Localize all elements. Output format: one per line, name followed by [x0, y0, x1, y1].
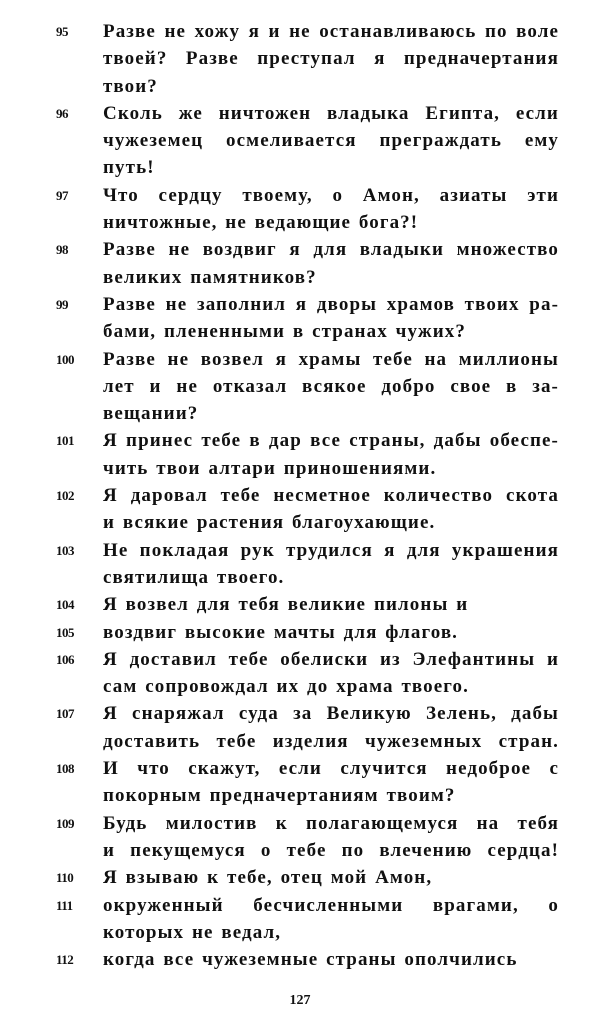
verse-line: Разве не воздвиг я для владыки множество	[103, 239, 559, 261]
verse-line: Что сердцу твоему, о Амон, азиаты эти	[103, 184, 559, 206]
verse	[0, 482, 600, 537]
verse-line: Сколь же ничтожен владыка Египта, если	[103, 102, 559, 124]
verse-line: чужеземец осмеливается преграждать ему	[103, 130, 559, 152]
verse-line: когда все чужеземные страны ополчились	[103, 949, 518, 971]
verse-line: и всякие растения благоухающие.	[103, 512, 436, 534]
verse-number: 102	[56, 488, 74, 504]
verse	[0, 182, 600, 237]
verse-line: великих памятников?	[103, 266, 317, 288]
verse-line: воздвиг высокие мачты для флагов.	[103, 621, 459, 643]
verse-line: вещании?	[103, 403, 199, 425]
verse-number: 110	[56, 870, 74, 886]
verse	[0, 427, 600, 482]
verse-number: 103	[56, 542, 74, 558]
verse-line: Я снаряжал суда за Великую Зелень, дабы	[103, 703, 559, 725]
verse-line: Разве не хожу я и не останавливаюсь по воле	[103, 21, 559, 42]
verse	[0, 892, 600, 947]
verse-line: Я взываю к тебе, отец мой Амон,	[103, 867, 433, 889]
verse-line: которых не ведал,	[103, 921, 282, 943]
verse-number: 96	[56, 105, 68, 121]
verse-line: Разве не возвел я храмы тебе на миллионы	[103, 348, 559, 370]
verse-line: Я доставил тебе обелиски из Элефантины и	[103, 648, 559, 670]
verse-number: 101	[56, 433, 74, 449]
verse-number: 98	[56, 242, 68, 258]
verse-line: путь!	[103, 157, 155, 179]
verse	[0, 755, 600, 810]
verse-line: святилища твоего.	[103, 566, 285, 588]
verse-line: Я принес тебе в дар все страны, дабы обеспе-	[103, 430, 559, 452]
verse-line: И что скажут, если случится недоброе с	[103, 758, 559, 780]
verse	[0, 537, 600, 592]
verse-number: 99	[56, 296, 68, 312]
verse-line: Я даровал тебе несметное количество скота	[103, 485, 559, 507]
verse-line: ничтожные, не ведающие бога?!	[103, 212, 419, 234]
page-number: 127	[289, 993, 311, 1008]
document-page	[0, 18, 600, 973]
verse	[0, 346, 600, 428]
verse-line: окруженный бесчисленными врагами, о	[103, 894, 559, 916]
verse	[0, 946, 600, 973]
verse-line: сам сопровождал их до храма твоего.	[103, 676, 469, 698]
verse	[0, 100, 600, 182]
verse-line: покорным предначертаниям твоим?	[103, 785, 456, 807]
verse-number: 112	[56, 952, 74, 968]
verse-number: 95	[56, 24, 68, 39]
verse	[0, 619, 600, 646]
verse-line: твои?	[103, 75, 158, 97]
verse-line: доставить тебе изделия чужеземных стран.	[103, 730, 559, 752]
verse	[0, 18, 600, 100]
verse-number: 106	[56, 651, 74, 667]
verse-line: Будь милостив к полагающемуся на тебя	[103, 812, 559, 834]
verse	[0, 864, 600, 891]
verse	[0, 646, 600, 701]
verse	[0, 291, 600, 346]
verse-line: лет и не отказал всякое добро свое в за-	[103, 375, 559, 397]
verse	[0, 591, 600, 618]
verse-line: Не покладая рук трудился я для украшения	[103, 539, 559, 561]
verse-line: Разве не заполнил я дворы храмов твоих ра-	[103, 293, 559, 315]
verse-number: 100	[56, 351, 74, 367]
verse-number: 97	[56, 187, 68, 203]
verse-number: 108	[56, 761, 74, 777]
verse-number: 107	[56, 706, 74, 722]
verse-line: Я возвел для тебя великие пилоны и	[103, 594, 469, 616]
verse-number: 109	[56, 815, 74, 831]
verse	[0, 700, 600, 755]
verse-line: бами, плененными в странах чужих?	[103, 321, 466, 343]
verse	[0, 810, 600, 865]
verse-number: 105	[56, 624, 74, 640]
verse-line: и пекущемуся о тебе по влечению сердца!	[103, 839, 559, 861]
verse-number: 111	[56, 897, 73, 913]
verse-line: твоей? Разве преступал я предначертания	[103, 48, 559, 70]
verse	[0, 236, 600, 291]
verse-number: 104	[56, 597, 74, 613]
verse-line: чить твои алтари приношениями.	[103, 457, 437, 479]
